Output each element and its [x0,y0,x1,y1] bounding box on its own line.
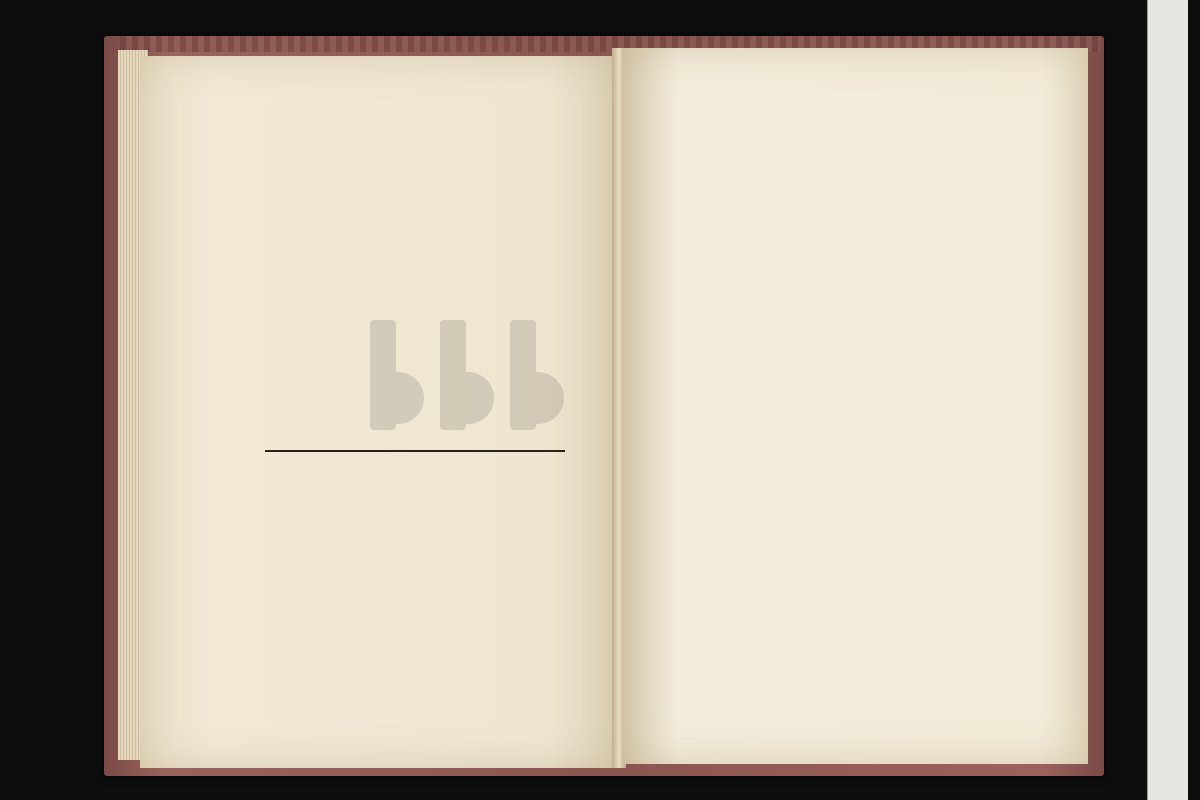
divider-rule [265,450,565,452]
measurement-ruler [1147,0,1188,800]
ruler-scale [1148,0,1188,800]
left-page [140,56,618,768]
right-page [622,48,1088,764]
